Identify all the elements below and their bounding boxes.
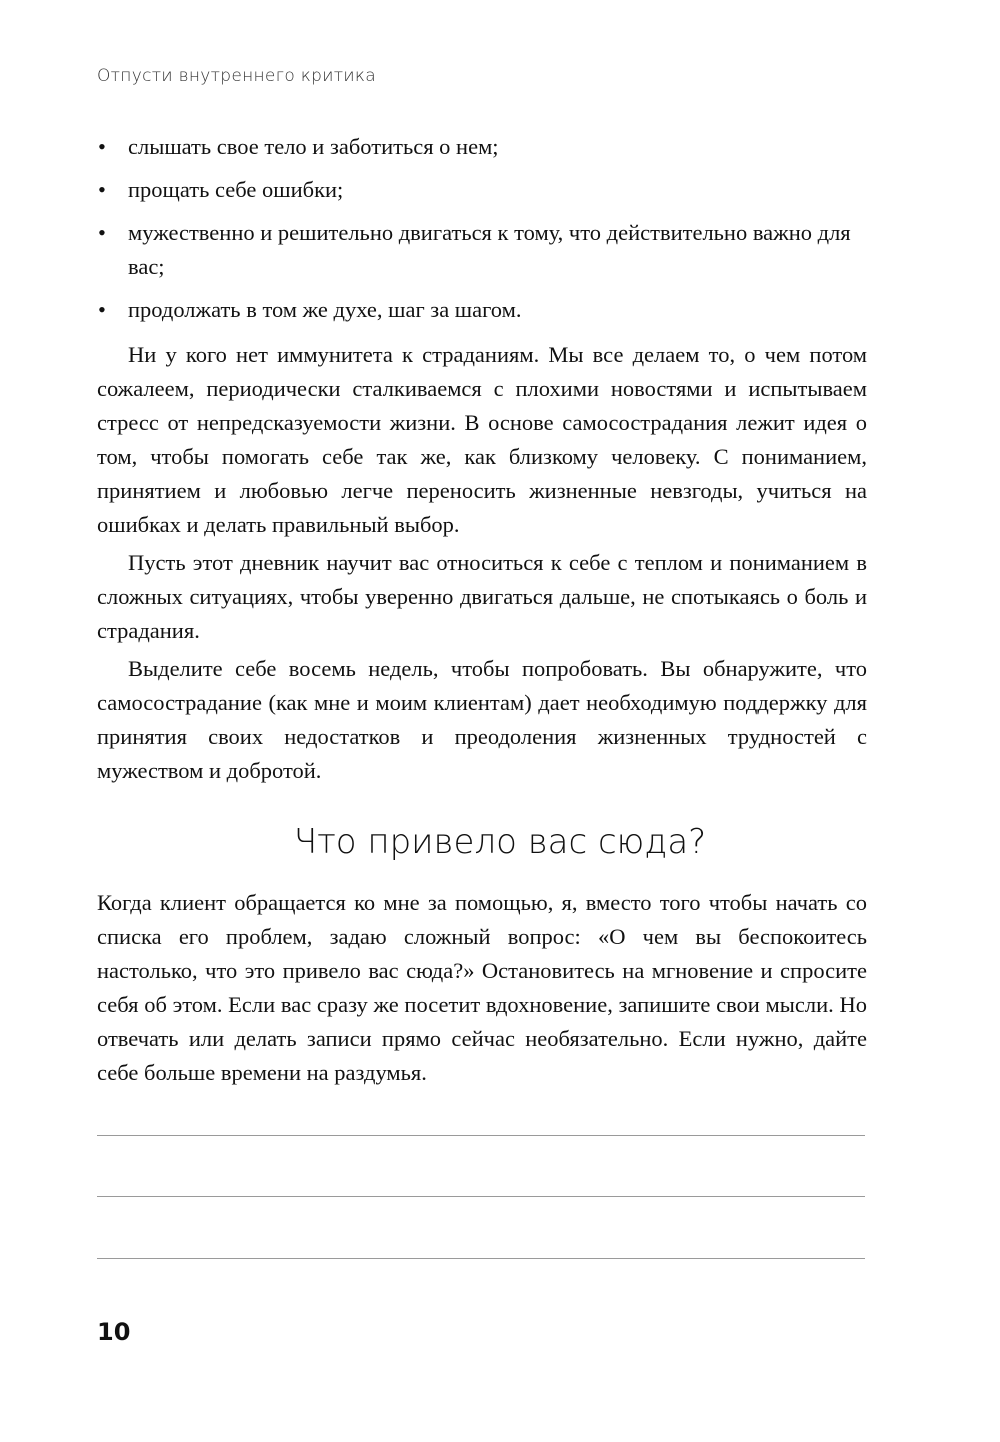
bullet-marker: • xyxy=(98,177,106,202)
page-number: 10 xyxy=(97,1318,131,1346)
paragraph: Когда клиент обращается ко мне за помощью, я, вместо того чтобы начать со списка его проблем, задаю сложный вопрос: «О чем вы беспокоитесь настолько, что это привело вас сюда?» Остановитесь на мгновение и спросите себя об этом. Если вас сразу же посетит вдохновение, запишите свои мысли. Но отвечать или делать записи прямо сейчас необязательно. Если нужно, дайте себе больше времени на раздумья. xyxy=(97,890,867,1085)
section-body xyxy=(97,886,867,1090)
body-text xyxy=(97,338,867,792)
paragraph: Пусть этот дневник научит вас относиться к себе с теплом и пониманием в сложных ситуациях, чтобы уверенно двигаться дальше, не спотыкаясь о боль и страдания. xyxy=(97,550,867,643)
list-item xyxy=(97,216,867,284)
list-item-text: прощать себе ошибки; xyxy=(128,177,344,202)
section-heading: Что привело вас сюда? xyxy=(293,822,707,862)
writing-line xyxy=(97,1196,865,1197)
writing-line xyxy=(97,1135,865,1136)
list-item xyxy=(97,173,867,207)
running-header: Отпусти внутреннего критика xyxy=(97,66,376,86)
list-item xyxy=(97,293,867,327)
paragraph: Выделите себе восемь недель, чтобы попробовать. Вы обнаружите, что самосострадание (как мне и моим клиентам) дает необходимую поддержку для принятия своих недостатков и преодоления жизненных трудностей с мужеством и добротой. xyxy=(97,656,867,783)
list-item-text: продолжать в том же духе, шаг за шагом. xyxy=(128,297,522,322)
list-item-text: мужественно и решительно двигаться к тому, что действительно важно для вас; xyxy=(128,220,851,279)
bullet-marker: • xyxy=(98,220,106,245)
writing-line xyxy=(97,1258,865,1259)
list-item xyxy=(97,130,867,164)
bullet-marker: • xyxy=(98,297,106,322)
list-item-text: слышать свое тело и заботиться о нем; xyxy=(128,134,499,159)
bullet-list xyxy=(97,130,867,336)
paragraph: Ни у кого нет иммунитета к страданиям. Мы все делаем то, о чем потом сожалеем, периодически сталкиваемся с плохими новостями и испытываем стресс от непредсказуемости жизни. В основе самосострадания лежит идея о том, чтобы помогать себе так же, как близкому человеку. С пониманием, принятием и любовью легче переносить жизненные невзгоды, учиться на ошибках и делать правильный выбор. xyxy=(97,342,867,537)
bullet-marker: • xyxy=(98,134,106,159)
